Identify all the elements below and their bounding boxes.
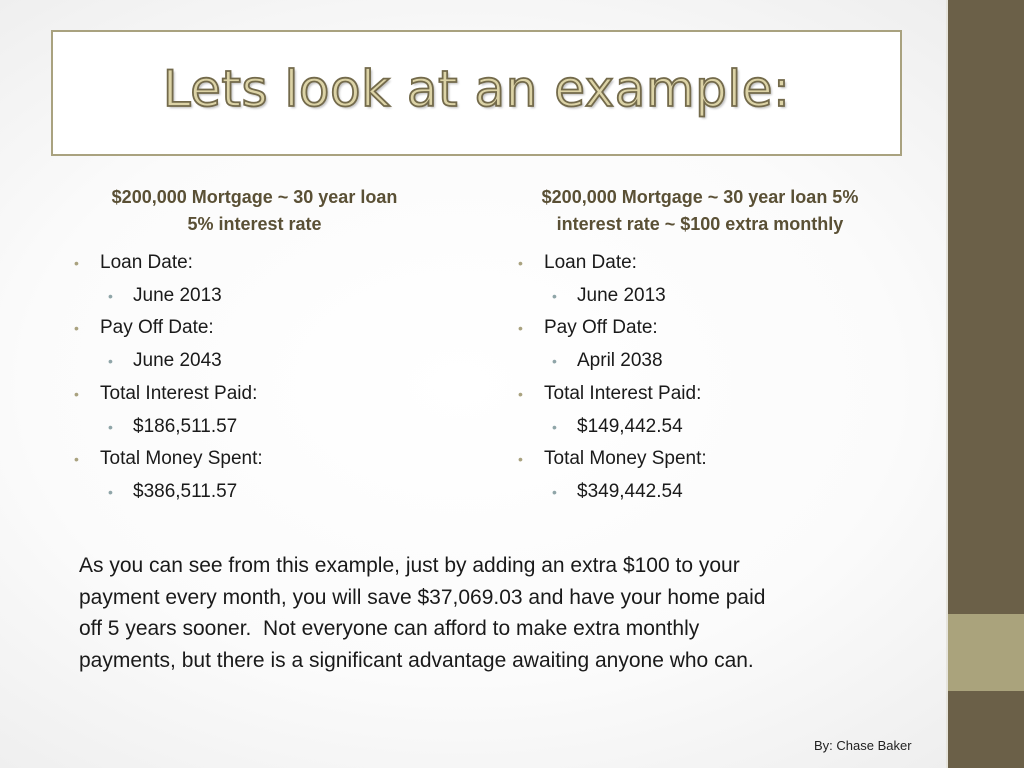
- bullet-icon: •: [518, 451, 523, 468]
- item-label: Pay Off Date:: [100, 317, 214, 339]
- right-heading-line2: interest rate ~ $100 extra monthly: [556, 214, 844, 234]
- bullet-icon: •: [108, 353, 113, 370]
- item-value: $149,442.54: [577, 415, 683, 437]
- list-subitem: [74, 411, 263, 444]
- list-item: [74, 443, 263, 476]
- item-label: Total Interest Paid:: [100, 382, 258, 404]
- list-subitem: [74, 280, 263, 313]
- item-value: April 2038: [577, 350, 663, 372]
- list-item: [518, 443, 707, 476]
- item-label: Total Interest Paid:: [544, 382, 702, 404]
- summary-line: off 5 years sooner. Not everyone can afford to make extra monthly: [79, 617, 700, 640]
- bullet-icon: •: [518, 320, 523, 337]
- bullet-icon: •: [74, 451, 79, 468]
- list-item: [518, 378, 707, 411]
- bullet-icon: •: [74, 320, 79, 337]
- list-item: [518, 247, 707, 280]
- list-item: [74, 247, 263, 280]
- right-bullet-list: [518, 247, 707, 509]
- summary-line: As you can see from this example, just by adding an extra $100 to your: [79, 554, 740, 577]
- bullet-icon: •: [108, 483, 113, 500]
- item-label: Loan Date:: [544, 252, 637, 273]
- bullet-icon: •: [74, 255, 79, 271]
- bullet-icon: •: [74, 385, 79, 402]
- item-label: Total Money Spent:: [100, 448, 263, 470]
- item-label: Total Money Spent:: [544, 448, 707, 470]
- bullet-icon: •: [518, 385, 523, 402]
- bullet-icon: •: [108, 287, 113, 304]
- item-value: June 2013: [133, 284, 222, 306]
- bullet-icon: •: [518, 255, 523, 271]
- list-subitem: [518, 280, 707, 313]
- list-item: [518, 312, 707, 345]
- bullet-icon: •: [552, 287, 557, 304]
- slide-title: Lets look at an example:: [162, 60, 791, 118]
- bullet-icon: •: [108, 418, 113, 435]
- list-subitem: [74, 476, 263, 509]
- right-heading-line1: $200,000 Mortgage ~ 30 year loan 5%: [541, 187, 859, 207]
- item-label: Pay Off Date:: [544, 317, 658, 339]
- left-heading-line1: $200,000 Mortgage ~ 30 year loan: [111, 187, 398, 207]
- summary-line: payments, but there is a significant advantage awaiting anyone who can.: [79, 648, 754, 672]
- list-subitem: [518, 476, 707, 509]
- left-bullet-list: [74, 247, 263, 509]
- summary-line: payment every month, you will save $37,069.03 and have your home paid: [79, 585, 766, 609]
- list-subitem: [74, 345, 263, 378]
- right-column-heading: [510, 184, 890, 238]
- byline: By: Chase Baker: [814, 738, 912, 753]
- list-subitem: [518, 411, 707, 444]
- left-heading-line2: 5% interest rate: [187, 214, 322, 234]
- item-value: $186,511.57: [133, 415, 238, 437]
- list-subitem: [518, 345, 707, 378]
- summary-paragraph: [79, 550, 879, 676]
- list-item: [74, 312, 263, 345]
- title-box: [51, 30, 902, 156]
- bullet-icon: •: [552, 483, 557, 500]
- item-label: Loan Date:: [100, 252, 193, 273]
- item-value: June 2043: [133, 350, 222, 372]
- item-value: $349,442.54: [577, 480, 683, 502]
- left-column-heading: [82, 184, 427, 238]
- sidebar-accent-block: [948, 614, 1024, 691]
- item-value: $386,511.57: [133, 480, 238, 502]
- list-item: [74, 378, 263, 411]
- bullet-icon: •: [552, 353, 557, 370]
- bullet-icon: •: [552, 418, 557, 435]
- item-value: June 2013: [577, 284, 666, 306]
